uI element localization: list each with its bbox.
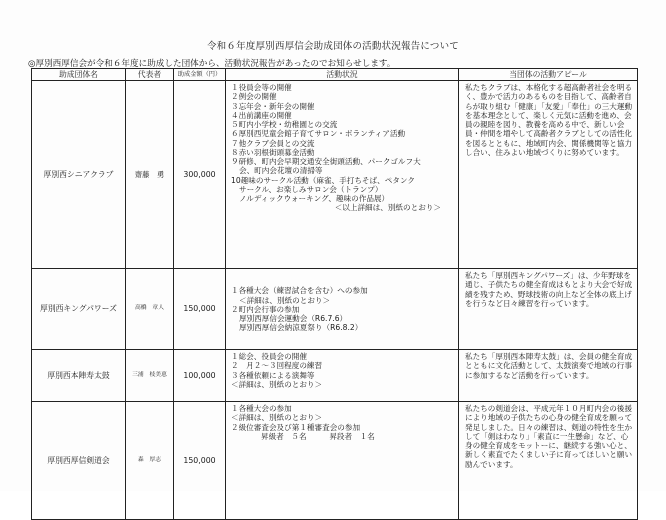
activity-line: ＜以上詳細は、別紙のとおり＞ [334,203,441,213]
table-row [32,350,638,402]
activity-line: ２級位審査会及び第１種審査会の参加 [231,422,361,432]
activity-cell [226,350,459,402]
intro-text: ◎厚別西厚信会が令和６年度に助成した団体から、活動状況報告があったのでお知らせします。 [28,59,396,69]
activity-line: ＜詳細は、別紙のとおり＞ [239,295,331,305]
activity-cell [226,81,459,269]
table-row [32,269,638,350]
header-activity: 活動状況 [226,69,459,81]
group-name: 厚別西シニアクラブ [32,81,126,269]
activity-line: １各種大会の参加 [231,404,292,413]
activity-line: ７他クラブ会員との交流 [231,138,315,148]
appeal-cell [459,269,638,350]
activity-line: 昇級者 ５名 昇段者 １名 [261,431,375,441]
header-group-name: 助成団体名 [32,69,126,81]
document-title: 令和６年度厚別西厚信会助成団体の活動状況報告について [206,41,459,52]
appeal-text: 私たち「厚別西本陣寿太鼓」は、会員の健全育成とともに文化活動として、太鼓演奏で地域の行事に参加するなど活動を行っています。 [465,352,633,380]
activity-line: １各種大会（練習試合を含む）への参加 [231,286,368,296]
appeal-text: 私たちクラブは、本格化する超高齢者社会を明るく、豊かで活力のあるものを目指して、高齢者自らが取り組む「健康」「友愛」「奉仕」の三大運動を基本理念として、楽しく元気に活動を進め、会員の親睦を図り、教養を高める中で、新しい会員・仲間を増やして高齢者クラブとしての活性化を図るとともに、地域町内会、関係機関等と協力し合い、住みよい地域づくりに努めています。 [465,83,633,157]
activity-line: ＜詳細は、別紙のとおり＞ [231,413,323,423]
header-representative: 代表者 [126,69,174,81]
activity-line: 厚別西厚信会納涼夏祭り（R6.8.2） [239,323,363,333]
representative: 高橋 章人 [126,269,174,350]
representative: 三浦 枝美恵 [126,350,174,402]
activity-line: ８赤い羽根街頭募金活動 [231,147,315,157]
appeal-cell [459,350,638,402]
appeal-cell [459,402,638,520]
appeal-cell [459,81,638,269]
header-appeal: 当団体の活動アピール [459,69,638,81]
appeal-text: 私たち「厚別西キングパワーズ」は、少年野球を通じ、子供たちの健全育成はもとより大会で好成績を残すため、野球技術の向上など全体の底上げを行うなど日々練習を行っています。 [465,271,633,308]
activity-line: ２例会の開催 [231,92,277,102]
grant-amount: 300,000 [174,81,226,269]
activity-line: ６厚別西児童会館子育てサロン・ボランティア活動 [231,129,406,139]
report-table [31,68,638,520]
activity-cell [226,402,459,520]
activity-line: ノルディックウォーキング、趣味の作品展） [239,194,390,203]
activity-line: 会、町内会花壇の清掃等 [239,166,323,176]
representative: 齋藤 勇 [126,81,174,269]
header-amount: 助成金額（円） [174,69,226,81]
grant-amount: 100,000 [174,350,226,402]
activity-line: ３各種依頼による演舞等 [231,370,315,380]
activity-line: 厚別西厚信会運動会（R6.7.6） [239,314,348,324]
group-name: 厚別西本陣寿太鼓 [32,350,126,402]
activity-line: ２ 月２〜３回程度の練習 [231,361,323,371]
activity-line: １総会、役員会の開催 [231,352,307,361]
grant-amount: 150,000 [174,402,226,520]
grant-amount: 150,000 [174,269,226,350]
activity-line: ２町内会行事の参加 [231,304,300,314]
table-row [32,402,638,520]
activity-line: １役員会等の開催 [231,83,292,92]
table-header-row [32,69,638,81]
activity-line: ＜詳細は、別紙のとおり＞ [231,379,323,389]
group-name: 厚別西厚信剣道会 [32,402,126,520]
table-row [32,81,638,269]
group-name: 厚別西キングパワーズ [32,269,126,350]
activity-line: ９研修、町内会早期交通安全街頭活動、パークゴルフ大 [231,157,421,166]
activity-line: サークル、お楽しみサロン会（トランプ） [239,184,383,194]
activity-cell [226,269,459,350]
activity-line: ４出前講座の開催 [231,110,292,120]
activity-line: 10趣味のサークル活動（麻雀、手打ちそば、ペタンク [231,175,415,185]
activity-line: ３忘年会・新年会の開催 [231,101,315,111]
appeal-text: 私たちの剣道会は、平成元年１０月町内会の後援により地域の子供たちの心身の健全育成を願って発足しました。日々の練習は、剣道の特性を生かして「剣はわなり」「素直に一生懸命」など、心身の健全育成をモットーに、継続する強い心と、新しく素直でたくましい子に育ってほしいと願い励んでいます。 [465,404,633,469]
representative: 森 厚志 [126,402,174,520]
activity-line: ５町内小学校・幼稚園との交流 [231,120,338,129]
